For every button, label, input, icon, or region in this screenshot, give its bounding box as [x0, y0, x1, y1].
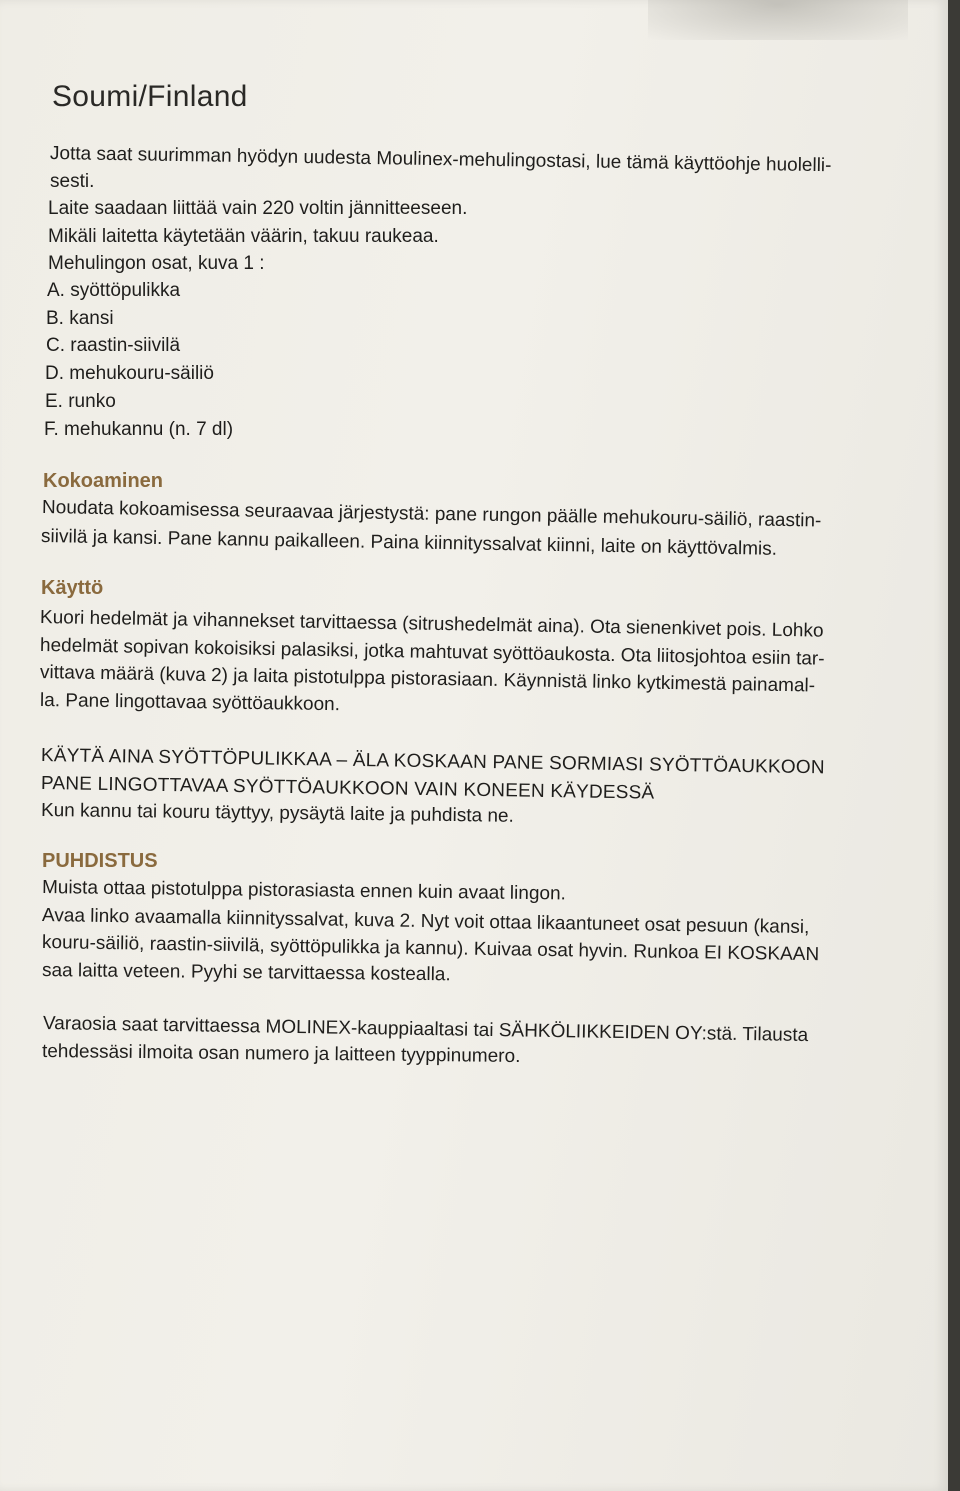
- varaosat-line-1: Varaosia saat tarvittaessa MOLINEX-kauppiaaltasi tai SÄHKÖLIIKKEIDEN OY:stä. Tilausta: [42, 1013, 809, 1047]
- intro-line-4: Mikäli laitetta käytetään väärin, takuu raukeaa.: [48, 226, 439, 247]
- kaytto-line-4: la. Pane lingottavaa syöttöaukkoon.: [39, 690, 341, 716]
- heading-kokoaminen: Kokoaminen: [43, 470, 164, 492]
- kokoaminen-line-1: Noudata kokoamisessa seuraavaa järjestystä: pane rungon päälle mehukouru-säiliö, raastin-: [41, 497, 822, 532]
- part-item: A. syöttöpulikka: [47, 280, 181, 301]
- page-title: Soumi/Finland: [52, 80, 248, 113]
- kaytto-line-2: hedelmät sopivan kokoisiksi palasiksi, jotka mahtuvat syöttöaukosta. Ota liitosjohtoa esiin tar-: [39, 635, 825, 670]
- puhdistus-line-2: Avaa linko avaamalla kiinnityssalvat, kuva 2. Nyt voit ottaa likaantuneet osat pesuun (kansi,: [41, 905, 810, 939]
- intro-line-5: Mehulingon osat, kuva 1 :: [48, 253, 265, 274]
- heading-kaytto: Käyttö: [41, 577, 104, 599]
- warning-line-3: Kun kannu tai kouru täyttyy, pysäytä laite ja puhdista ne.: [40, 800, 514, 827]
- part-item: F. mehukannu (n. 7 dl): [44, 419, 234, 440]
- kaytto-line-1: Kuori hedelmät ja vihannekset tarvittaessa (sitrushedelmät aina). Ota sienenkivet pois. Lohko: [39, 607, 824, 642]
- intro-line-3: Laite saadaan liittää vain 220 voltin jännitteeseen.: [48, 198, 468, 219]
- kaytto-line-3: vittava määrä (kuva 2) ja laita pistotulppa pistorasiaan. Käynnistä linko kytkimestä painamal-: [39, 662, 816, 697]
- puhdistus-line-4: saa laitta veteen. Pyyhi se tarvittaessa kostealla.: [41, 960, 451, 986]
- heading-puhdistus: PUHDISTUS: [42, 850, 158, 872]
- kokoaminen-line-2: siivilä ja kansi. Pane kannu paikalleen. Paina kiinnityssalvat kiinni, laite on käyttövalmis.: [40, 526, 778, 560]
- intro-line-2: sesti.: [50, 171, 95, 192]
- warning-line-2: PANE LINGOTTAVAA SYÖTTÖAUKKOON VAIN KONEEN KÄYDESSÄ: [40, 773, 655, 804]
- part-item: C. raastin-siivilä: [46, 335, 181, 356]
- puhdistus-line-3: kouru-säiliö, raastin-siivilä, syöttöpulikka ja kannu). Kuivaa osat hyvin. Runkoa EI KOSKAAN: [41, 932, 820, 966]
- varaosat-line-2: tehdessäsi ilmoita osan numero ja laitteen tyyppinumero.: [41, 1041, 521, 1068]
- warning-line-1: KÄYTÄ AINA SYÖTTÖPULIKKAA – ÄLA KOSKAAN PANE SORMIASI SYÖTTÖAUKKOON: [40, 745, 825, 779]
- part-item: E. runko: [45, 391, 116, 412]
- part-item: D. mehukouru-säiliö: [45, 363, 214, 384]
- puhdistus-line-1: Muista ottaa pistotulppa pistorasiasta ennen kuin avaat lingon.: [41, 877, 567, 905]
- part-item: B. kansi: [46, 308, 114, 329]
- intro-line-1: Jotta saat suurimman hyödyn uudesta Moulinex-mehulingostasi, lue tämä käyttöohje huolelli-: [49, 143, 832, 177]
